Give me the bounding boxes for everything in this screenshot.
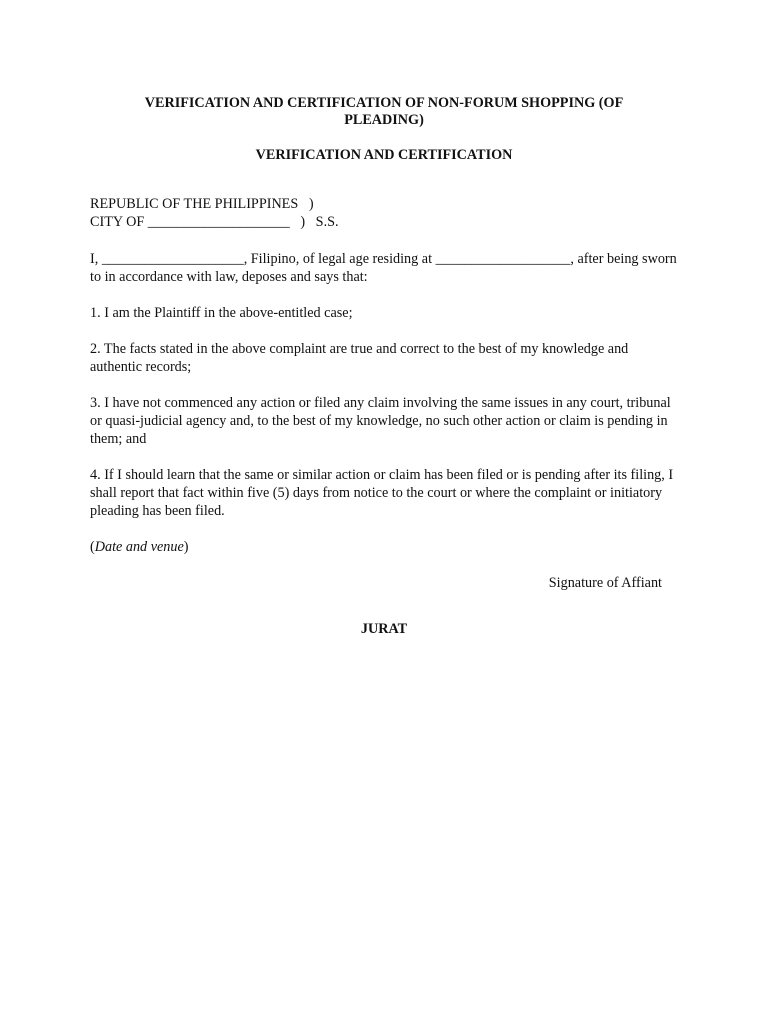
- item-3-paragraph: 3. I have not commenced any action or filed any claim involving the same issues in any court, tribunal or quasi-judicial agency and, to the best of my knowledge, no such other action or claim is pending in them; and: [90, 395, 671, 447]
- document-page: [90, 95, 678, 638]
- date-venue-text: Date and venue: [94, 539, 184, 555]
- intro-paragraph: I, ____________________, Filipino, of legal age residing at ___________________, after being sworn to in accordance with law, deposes and says that:: [90, 251, 677, 285]
- jurat-heading: JURAT: [360, 621, 408, 637]
- item-2-paragraph: 2. The facts stated in the above complaint are true and correct to the best of my knowledge and authentic records;: [90, 341, 629, 375]
- item-1-paragraph: 1. I am the Plaintiff in the above-entitled case;: [90, 305, 353, 321]
- document-title: VERIFICATION AND CERTIFICATION OF NON-FORUM SHOPPING (OF PLEADING): [144, 95, 624, 128]
- venue-city-line: CITY OF ____________________ ) S.S.: [90, 214, 339, 230]
- date-and-venue: [90, 538, 678, 556]
- item-4-paragraph: 4. If I should learn that the same or similar action or claim has been filed or is pending after its filing, I shall report that fact within five (5) days from notice to the court or where the complaint or initiatory pleading has been filed.: [90, 467, 674, 519]
- date-venue-open-paren: (: [90, 539, 95, 555]
- signature-of-affiant: Signature of Affiant: [548, 575, 662, 591]
- venue-republic-line: REPUBLIC OF THE PHILIPPINES ): [90, 196, 314, 212]
- date-venue-close-paren: ): [183, 539, 189, 555]
- venue-block: [90, 195, 678, 231]
- document-subtitle: VERIFICATION AND CERTIFICATION: [255, 147, 513, 163]
